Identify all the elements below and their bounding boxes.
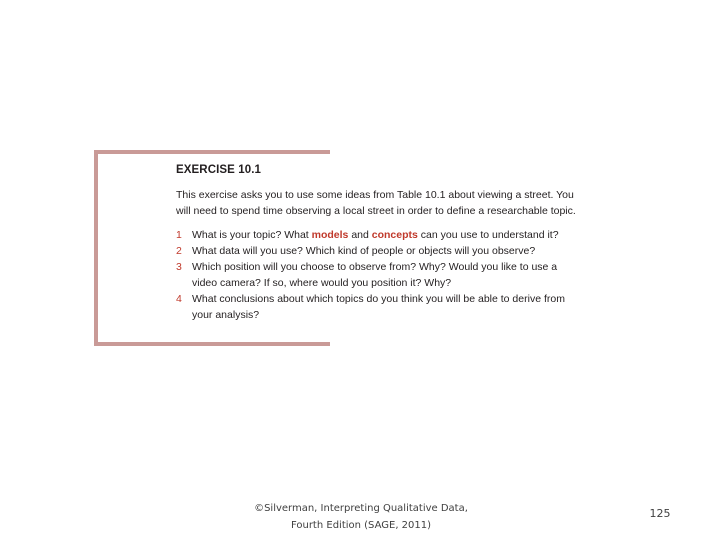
exercise-box-bottom-border [94, 342, 330, 346]
footer-credit-line: Fourth Edition (SAGE, 2011) [290, 520, 432, 531]
exercise-box-top-border [94, 150, 330, 154]
question-number: 2 [176, 245, 182, 257]
footer-credit-line: ©Silverman, Interpreting Qualitative Data, [254, 503, 468, 514]
exercise-question-list [176, 227, 596, 323]
exercise-intro-line: This exercise asks you to use some ideas from Table 10.1 about viewing a street. You [176, 189, 574, 201]
exercise-box-left-border [94, 150, 98, 346]
question-number: 1 [176, 229, 182, 241]
footer-credit [230, 500, 492, 534]
question-number: 4 [176, 293, 182, 305]
highlight-term-concepts: concepts [371, 229, 418, 241]
exercise-question-4 [176, 291, 596, 323]
question-text [192, 227, 596, 243]
question-text-part: and [348, 229, 372, 241]
exercise-question-2 [176, 243, 596, 259]
page-number: 125 [649, 507, 671, 520]
exercise-intro-line: will need to spend time observing a local street in order to define a researchable topic. [176, 205, 576, 217]
question-text: What conclusions about which topics do you think you will be able to derive from [192, 293, 565, 305]
question-text: What data will you use? Which kind of people or objects will you observe? [192, 245, 536, 257]
question-text: your analysis? [192, 309, 260, 321]
exercise-question-3 [176, 259, 596, 291]
exercise-intro [176, 187, 596, 219]
exercise-box [176, 164, 596, 323]
exercise-title: EXERCISE 10.1 [176, 164, 262, 176]
question-text: video camera? If so, where would you position it? Why? [192, 277, 452, 289]
question-number: 3 [176, 261, 182, 273]
question-text-part: What is your topic? What [192, 229, 312, 241]
question-text-part: can you use to understand it? [417, 229, 559, 241]
question-text: Which position will you choose to observe from? Why? Would you like to use a [192, 261, 558, 273]
highlight-term-models: models [311, 229, 349, 241]
exercise-question-1 [176, 227, 596, 243]
